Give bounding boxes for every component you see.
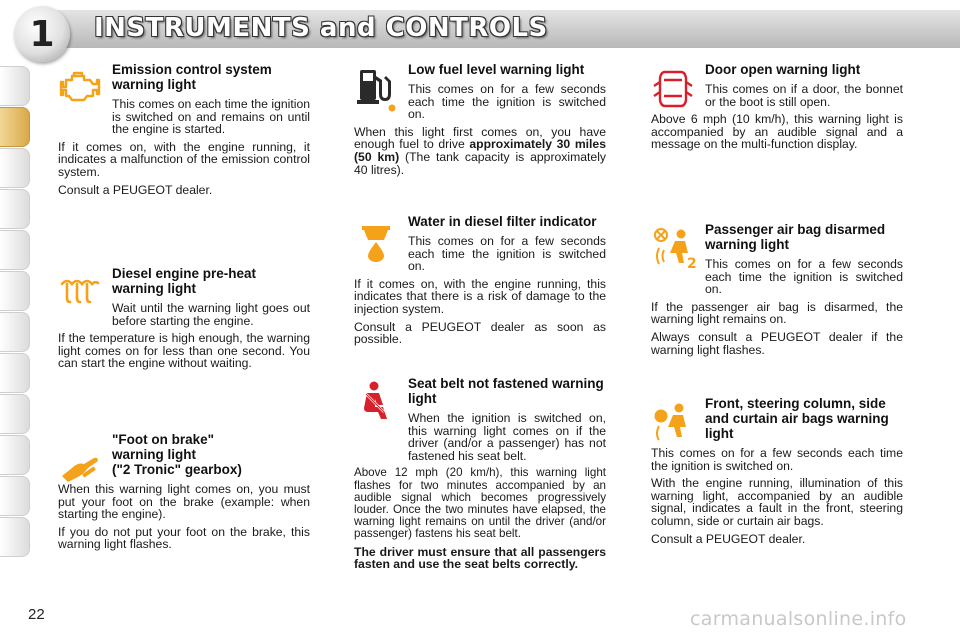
side-tab[interactable] — [0, 271, 30, 311]
section-seat-belt — [354, 376, 606, 571]
section-text: With the engine running, illumination of this warning light, accompanied by an audible signal, indicates a fault in the front, steering column, side or curtain air bags. — [651, 476, 903, 528]
section-title: Front, steering column, side and curtain air bags warning light — [705, 396, 889, 441]
side-tab[interactable] — [0, 353, 30, 393]
side-tab[interactable] — [0, 230, 30, 270]
side-tab-active[interactable] — [0, 107, 30, 147]
chapter-badge: 1 — [14, 6, 70, 62]
section-text: If it comes on, with the engine running, it indicates a malfunction of the emission control system. — [58, 139, 310, 179]
section-passenger-airbag — [651, 222, 903, 356]
text-part: When this light first comes on, you have enough fuel to drive — [354, 124, 606, 152]
fuel-pump-icon — [354, 66, 398, 112]
text-emphasis: approximately 30 miles (50 km) — [354, 137, 606, 164]
door-open-icon — [651, 66, 695, 112]
section-text: This comes on if a door, the bonnet or the boot is still open. — [705, 82, 903, 109]
section-title: Water in diesel filter indicator — [408, 214, 597, 229]
foot-on-brake-icon — [58, 446, 102, 486]
side-tab[interactable] — [0, 476, 30, 516]
section-title-line: ("2 Tronic" gearbox) — [112, 462, 242, 477]
side-tab[interactable] — [0, 189, 30, 229]
section-title-line: warning light — [112, 447, 196, 462]
section-text: This comes on for a few seconds each time the ignition is switched on. — [705, 257, 903, 297]
section-text: Consult a PEUGEOT dealer. — [58, 182, 213, 197]
section-text: Always consult a PEUGEOT dealer if the warning light flashes. — [651, 329, 903, 357]
section-title-line: "Foot on brake" — [112, 432, 215, 447]
section-low-fuel — [354, 62, 606, 176]
side-tab[interactable] — [0, 312, 30, 352]
section-text: Wait until the warning light goes out before starting the engine. — [112, 301, 310, 328]
water-in-diesel-icon — [354, 218, 398, 262]
section-title: Passenger air bag disarmed warning light — [705, 222, 886, 252]
section-text — [354, 126, 606, 176]
section-title: Diesel engine pre-heat warning light — [112, 266, 257, 296]
passenger-airbag-off-icon — [651, 226, 695, 270]
section-emission — [58, 62, 310, 196]
section-text: This comes on for a few seconds each time the ignition is switched on. — [408, 82, 606, 122]
page-number: 22 — [28, 606, 45, 623]
side-tab[interactable] — [0, 66, 30, 106]
section-diesel — [58, 266, 310, 370]
section-text: If it comes on, with the engine running, this indicates that there is a risk of damage to the injection system. — [354, 276, 606, 316]
section-text: If you do not put your foot on the brake, this warning light flashes. — [58, 524, 310, 552]
text-part: (The tank capacity is approximately 40 litres). — [354, 149, 606, 177]
section-title: Door open warning light — [705, 62, 861, 77]
section-text: This comes on each time the ignition is switched on and remains on until the engine is started. — [112, 97, 310, 137]
section-text: Consult a PEUGEOT dealer as soon as possible. — [354, 319, 606, 347]
section-door-open — [651, 62, 903, 151]
side-tab[interactable] — [0, 394, 30, 434]
section-text: If the temperature is high enough, the warning light comes on for less than one second. You can start the engine without waiting. — [58, 331, 310, 371]
section-title: Emission control system warning light — [112, 62, 272, 92]
section-text: Above 6 mph (10 km/h), this warning light is accompanied by an audible signal and a message on the multi-function display. — [651, 112, 903, 152]
section-water-diesel — [354, 214, 606, 346]
airbag-icon — [651, 400, 695, 444]
section-text: Consult a PEUGEOT dealer. — [651, 531, 806, 546]
side-tab[interactable] — [0, 517, 30, 557]
section-text: When the ignition is switched on, this warning light comes on if the driver (and/or a passenger) has not fastened his seat belt. — [408, 411, 606, 463]
section-front-airbags — [651, 396, 903, 545]
page-title: INSTRUMENTS and CONTROLS — [94, 13, 548, 43]
section-foot-brake — [58, 432, 310, 551]
svg-text:2: 2 — [687, 256, 697, 272]
side-tab[interactable] — [0, 148, 30, 188]
section-title: Seat belt not fastened warning light — [408, 376, 604, 406]
section-text: When this warning light comes on, you must put your foot on the brake (example: when starting the engine). — [58, 482, 310, 522]
side-tabs — [0, 66, 34, 558]
engine-icon — [58, 66, 102, 106]
side-tab[interactable] — [0, 435, 30, 475]
glow-plug-icon — [58, 270, 102, 310]
section-text: This comes on for a few seconds each time the ignition is switched on. — [408, 234, 606, 274]
section-text: Above 12 mph (20 km/h), this warning light flashes for two minutes accompanied by an audible signal which becomes progressively louder. Once the two minutes have elapsed, the warning light remains on until the driver (and/or passenger) fastens his seat belt. — [354, 466, 606, 541]
section-title: Low fuel level warning light — [408, 62, 585, 77]
seat-belt-icon — [354, 380, 398, 424]
page-header — [0, 0, 960, 56]
section-text: This comes on for a few seconds each time the ignition is switched on. — [651, 446, 903, 473]
watermark: carmanualsonline.info — [690, 608, 907, 630]
section-text-bold: The driver must ensure that all passengers fasten and use the seat belts correctly. — [354, 544, 606, 572]
section-text: If the passenger air bag is disarmed, the warning light remains on. — [651, 299, 903, 327]
